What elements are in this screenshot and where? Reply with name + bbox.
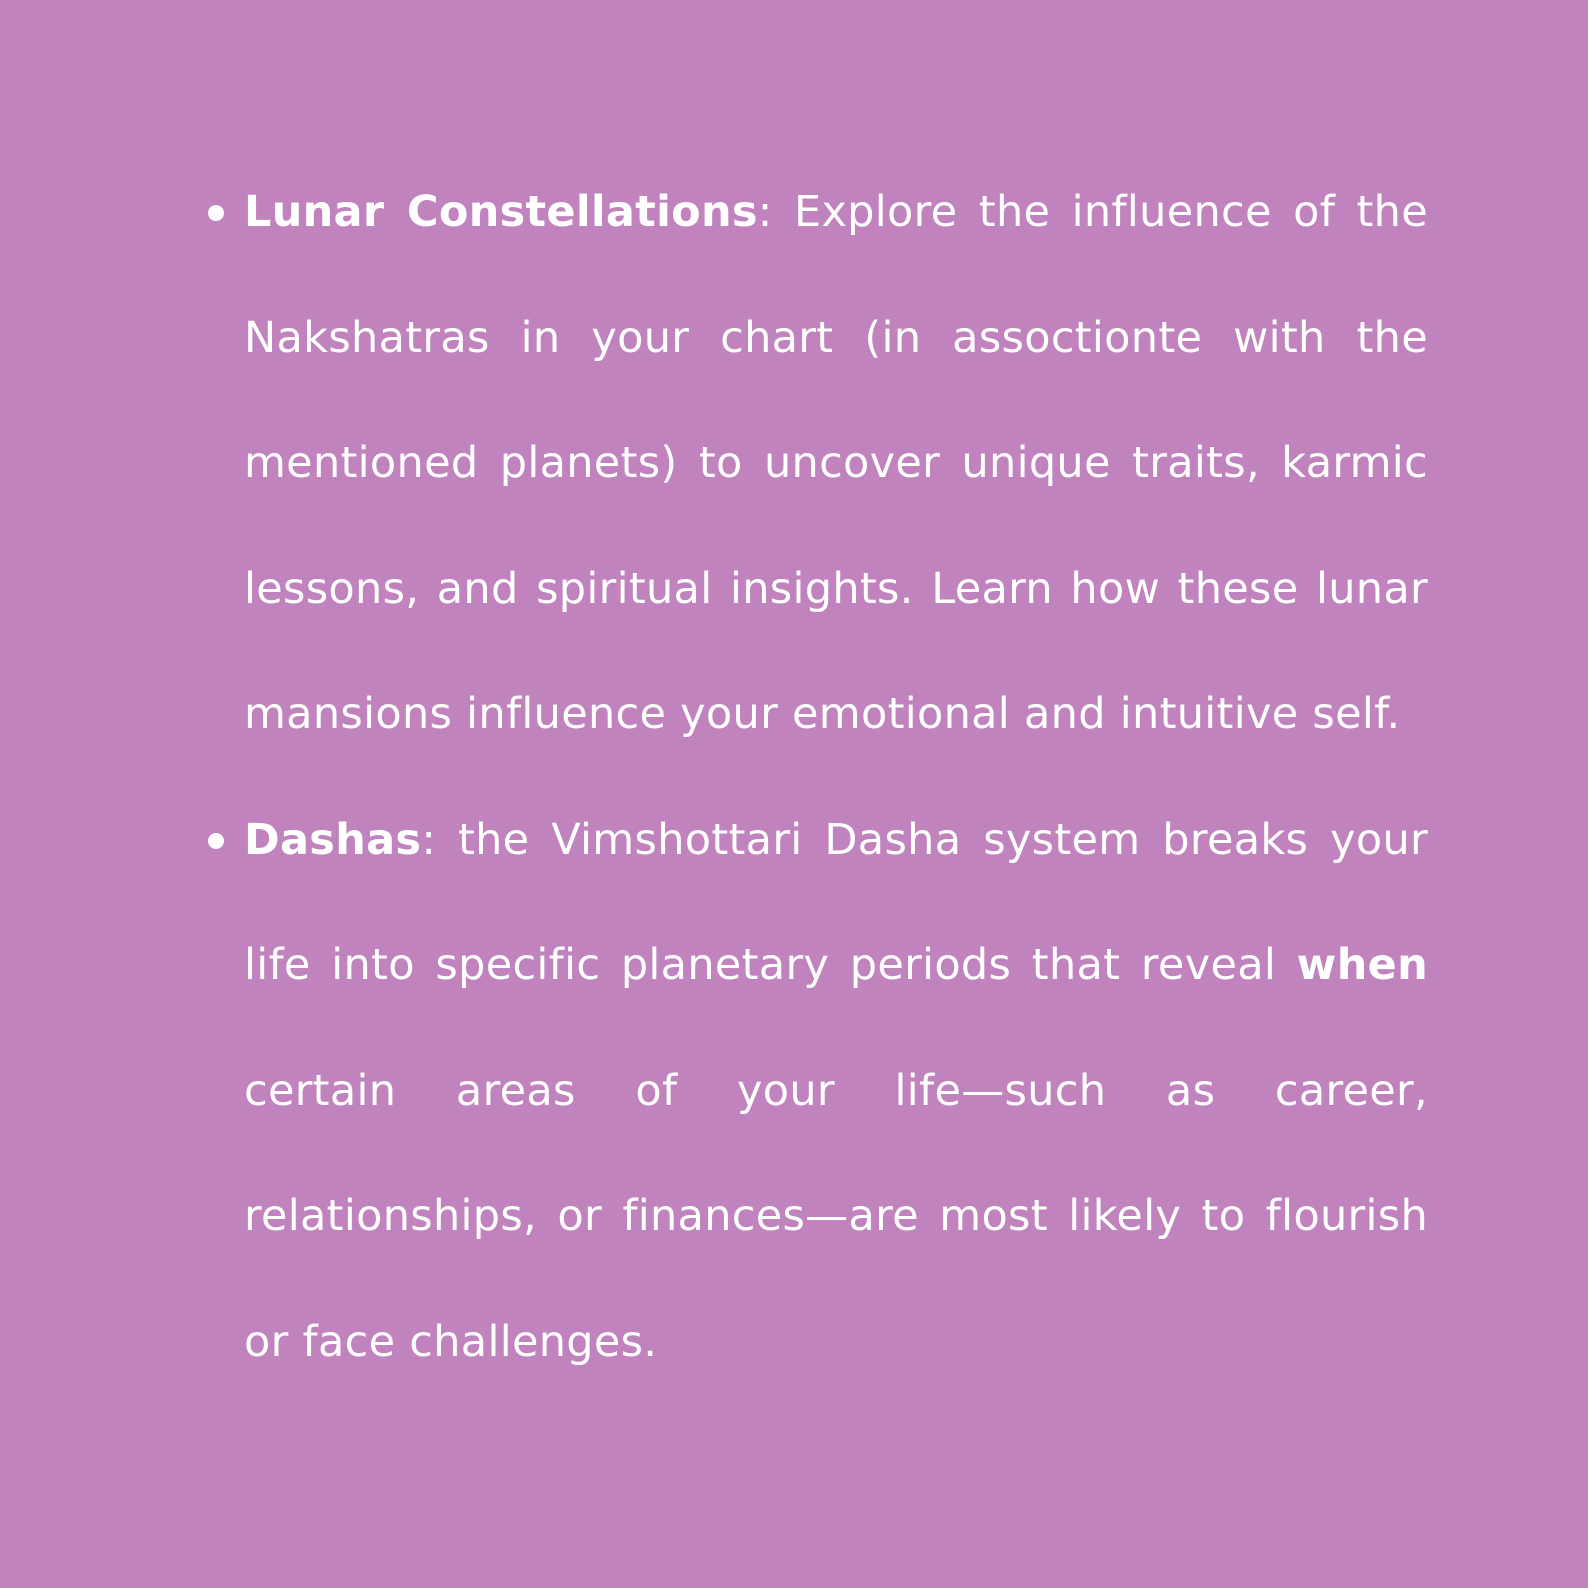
- description-dashas-part2: certain areas of your life—such as career, relationships, or finances—are most likely to flourish or face challenges.: [244, 1065, 1428, 1367]
- list-item-lunar-constellations: [200, 150, 1428, 778]
- term-lunar-constellations: Lunar Constellations: [244, 187, 758, 237]
- bullet-list: [200, 150, 1428, 1405]
- description-dashas-part1: : the Vimshottari Dasha system breaks your life into specific planetary periods that reveal: [244, 814, 1428, 990]
- emphasis-when: when: [1296, 940, 1428, 990]
- list-item-dashas: [200, 778, 1428, 1406]
- description-lunar-constellations: : Explore the influence of the Nakshatras in your chart (in assoctionte with the mentioned planets) to uncover unique traits, karmic lessons, and spiritual insights. Learn how these lunar mansions influence your emotional and intuitive self.: [244, 187, 1428, 739]
- bullet-icon: [208, 205, 224, 221]
- bullet-icon: [208, 833, 224, 849]
- term-dashas: Dashas: [244, 814, 422, 865]
